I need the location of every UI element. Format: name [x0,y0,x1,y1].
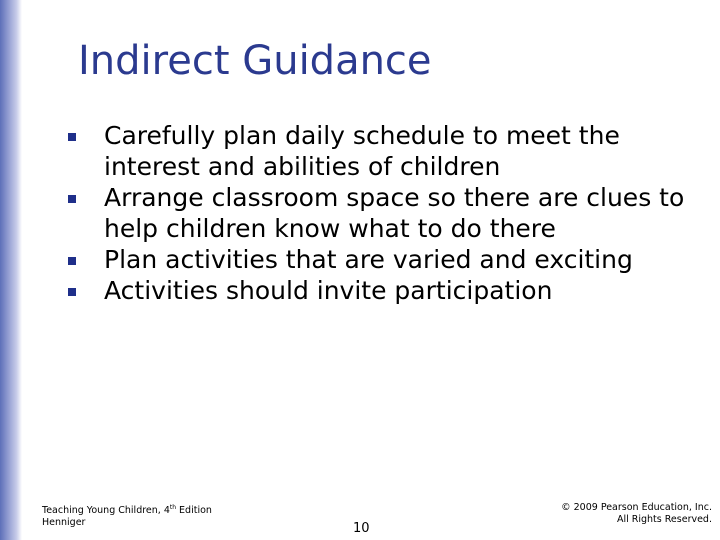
book-title-suffix: Edition [176,505,212,517]
copyright-line-1: © 2009 Pearson Education, Inc. [561,502,712,513]
footer-book-info [42,502,212,529]
footer-copyright [561,502,712,526]
bullet-item [68,182,708,244]
book-title-superscript: th [169,504,177,511]
square-bullet-icon [68,195,76,203]
left-decorative-band [0,0,22,540]
bullet-item [68,275,708,306]
footer-author: Henniger [42,517,86,529]
bullet-item [68,120,708,182]
bullet-list [68,120,708,306]
square-bullet-icon [68,133,76,141]
square-bullet-icon [68,257,76,265]
slide-title: Indirect Guidance [78,38,432,84]
bullet-text: Arrange classroom space so there are clues to help children know what to do there [104,183,685,243]
bullet-text: Carefully plan daily schedule to meet the interest and abilities of children [104,121,620,181]
page-number: 10 [353,521,370,536]
book-title-prefix: Teaching Young Children, 4 [42,505,170,517]
bullet-text: Activities should invite participation [104,276,553,305]
bullet-item [68,244,708,275]
footer-book-title [42,502,212,517]
copyright-line-2: All Rights Reserved. [616,514,712,525]
square-bullet-icon [68,288,76,296]
bullet-text: Plan activities that are varied and exciting [104,245,633,274]
